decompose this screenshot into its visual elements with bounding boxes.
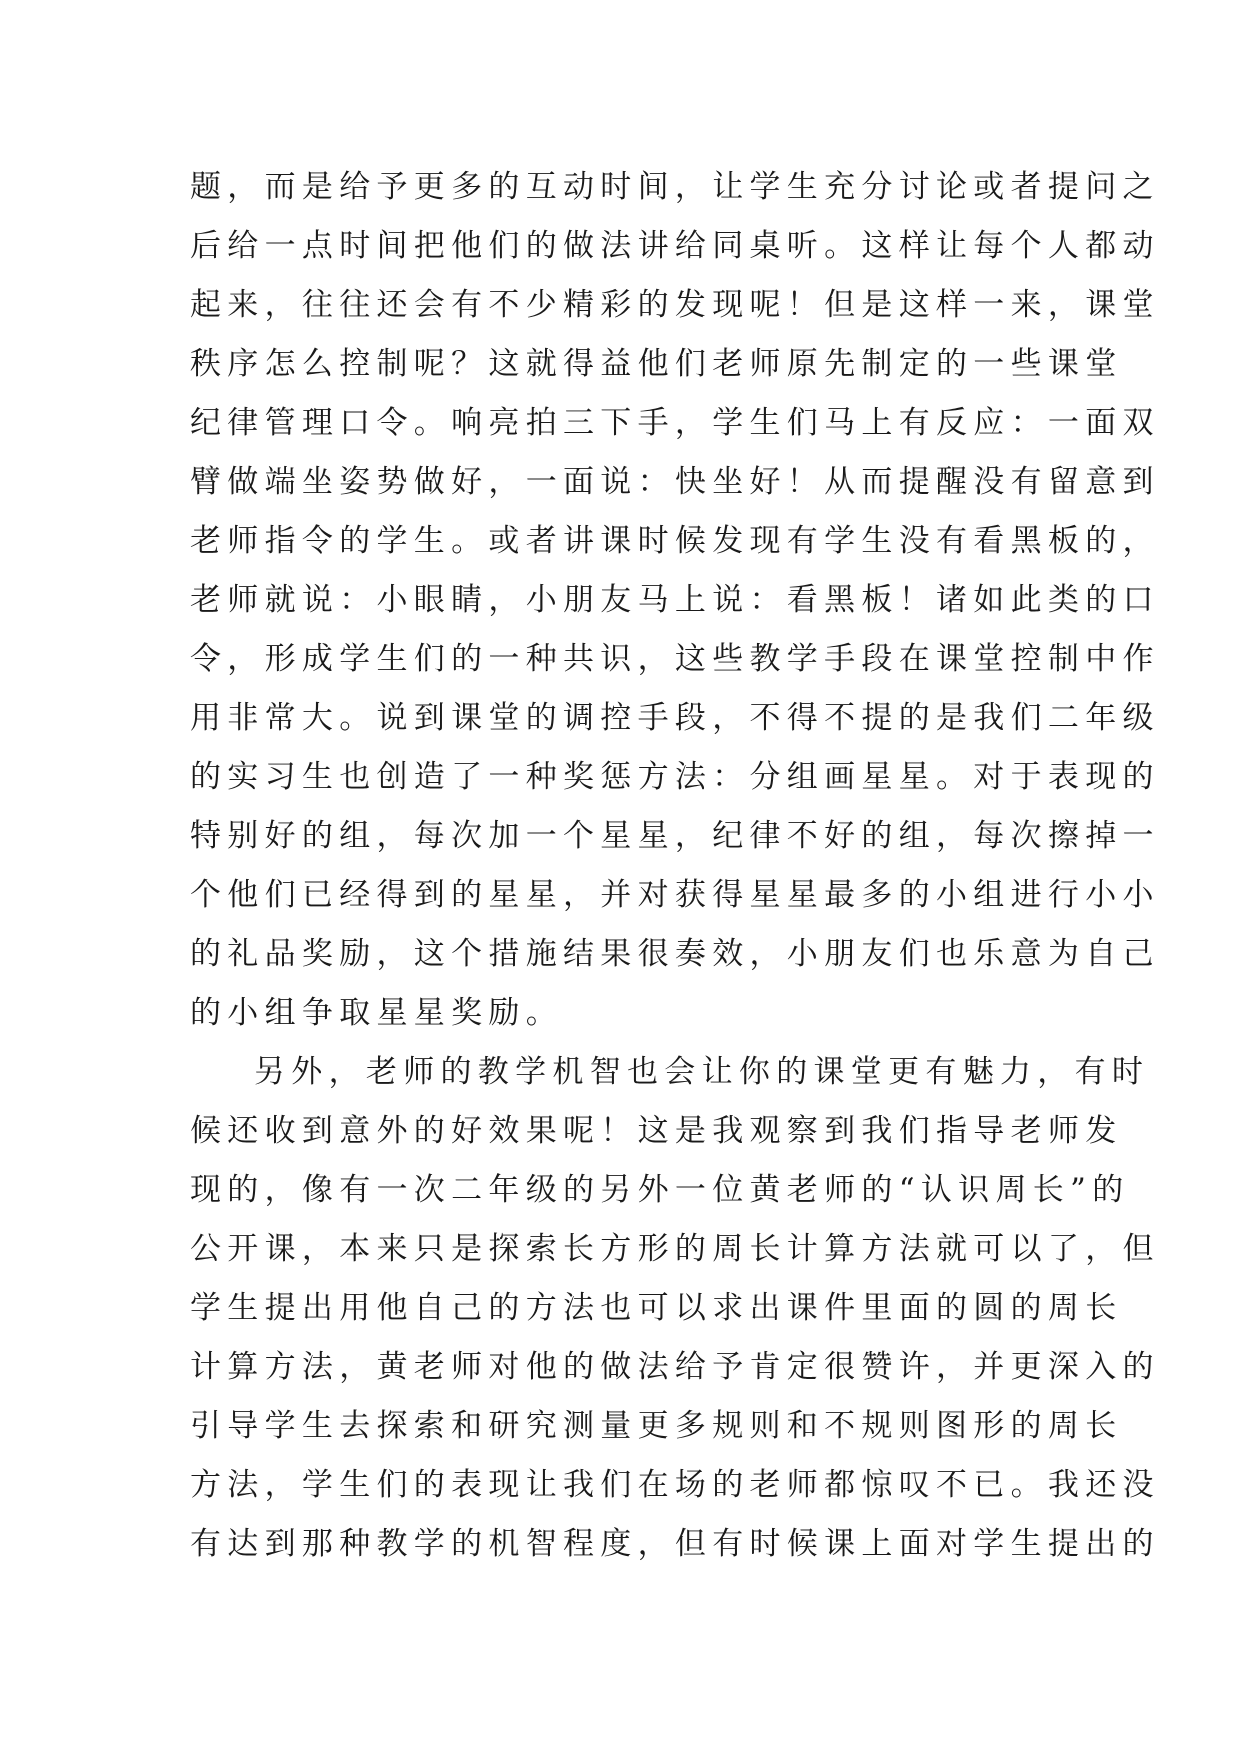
- text-line: 学生提出用他自己的方法也可以求出课件里面的圆的周长: [190, 1290, 1123, 1326]
- text-line: 用非常大。说到课堂的调控手段，不得不提的是我们二年级: [190, 700, 1160, 736]
- paragraph-first-line: 另外，老师的教学机智也会让你的课堂更有魅力，有时: [254, 1054, 1150, 1090]
- text-line: 候还收到意外的好效果呢！这是我观察到我们指导老师发: [190, 1113, 1123, 1149]
- text-line: 现的，像有一次二年级的另外一位黄老师的“认识周长”的: [190, 1172, 1130, 1208]
- text-line: 的礼品奖励，这个措施结果很奏效，小朋友们也乐意为自己: [190, 936, 1160, 972]
- text-line: 题，而是给予更多的互动时间，让学生充分讨论或者提问之: [190, 169, 1160, 205]
- text-line: 秩序怎么控制呢？这就得益他们老师原先制定的一些课堂: [190, 346, 1123, 382]
- text-line: 的小组争取星星奖励。: [190, 995, 563, 1031]
- text-line: 特别好的组，每次加一个星星，纪律不好的组，每次擦掉一: [190, 818, 1160, 854]
- text-line: 臂做端坐姿势做好，一面说：快坐好！从而提醒没有留意到: [190, 464, 1160, 500]
- text-line: 起来，往往还会有不少精彩的发现呢！但是这样一来，课堂: [190, 287, 1160, 323]
- text-line: 公开课，本来只是探索长方形的周长计算方法就可以了，但: [190, 1231, 1160, 1267]
- body-text: [190, 158, 1160, 1574]
- text-line: 方法，学生们的表现让我们在场的老师都惊叹不已。我还没: [190, 1467, 1160, 1503]
- text-line: 计算方法，黄老师对他的做法给予肯定很赞许，并更深入的: [190, 1349, 1160, 1385]
- text-line: 纪律管理口令。响亮拍三下手，学生们马上有反应：一面双: [190, 405, 1160, 441]
- text-line: 老师就说：小眼睛，小朋友马上说：看黑板！诸如此类的口: [190, 582, 1160, 618]
- text-line: 引导学生去探索和研究测量更多规则和不规则图形的周长: [190, 1408, 1123, 1444]
- text-line: 个他们已经得到的星星，并对获得星星最多的小组进行小小: [190, 877, 1160, 913]
- text-line: 的实习生也创造了一种奖惩方法：分组画星星。对于表现的: [190, 759, 1160, 795]
- text-line: 后给一点时间把他们的做法讲给同桌听。这样让每个人都动: [190, 228, 1160, 264]
- text-line: 老师指令的学生。或者讲课时候发现有学生没有看黑板的，: [190, 523, 1160, 559]
- text-line: 有达到那种教学的机智程度，但有时候课上面对学生提出的: [190, 1526, 1160, 1562]
- text-line: 令，形成学生们的一种共识，这些教学手段在课堂控制中作: [190, 641, 1160, 677]
